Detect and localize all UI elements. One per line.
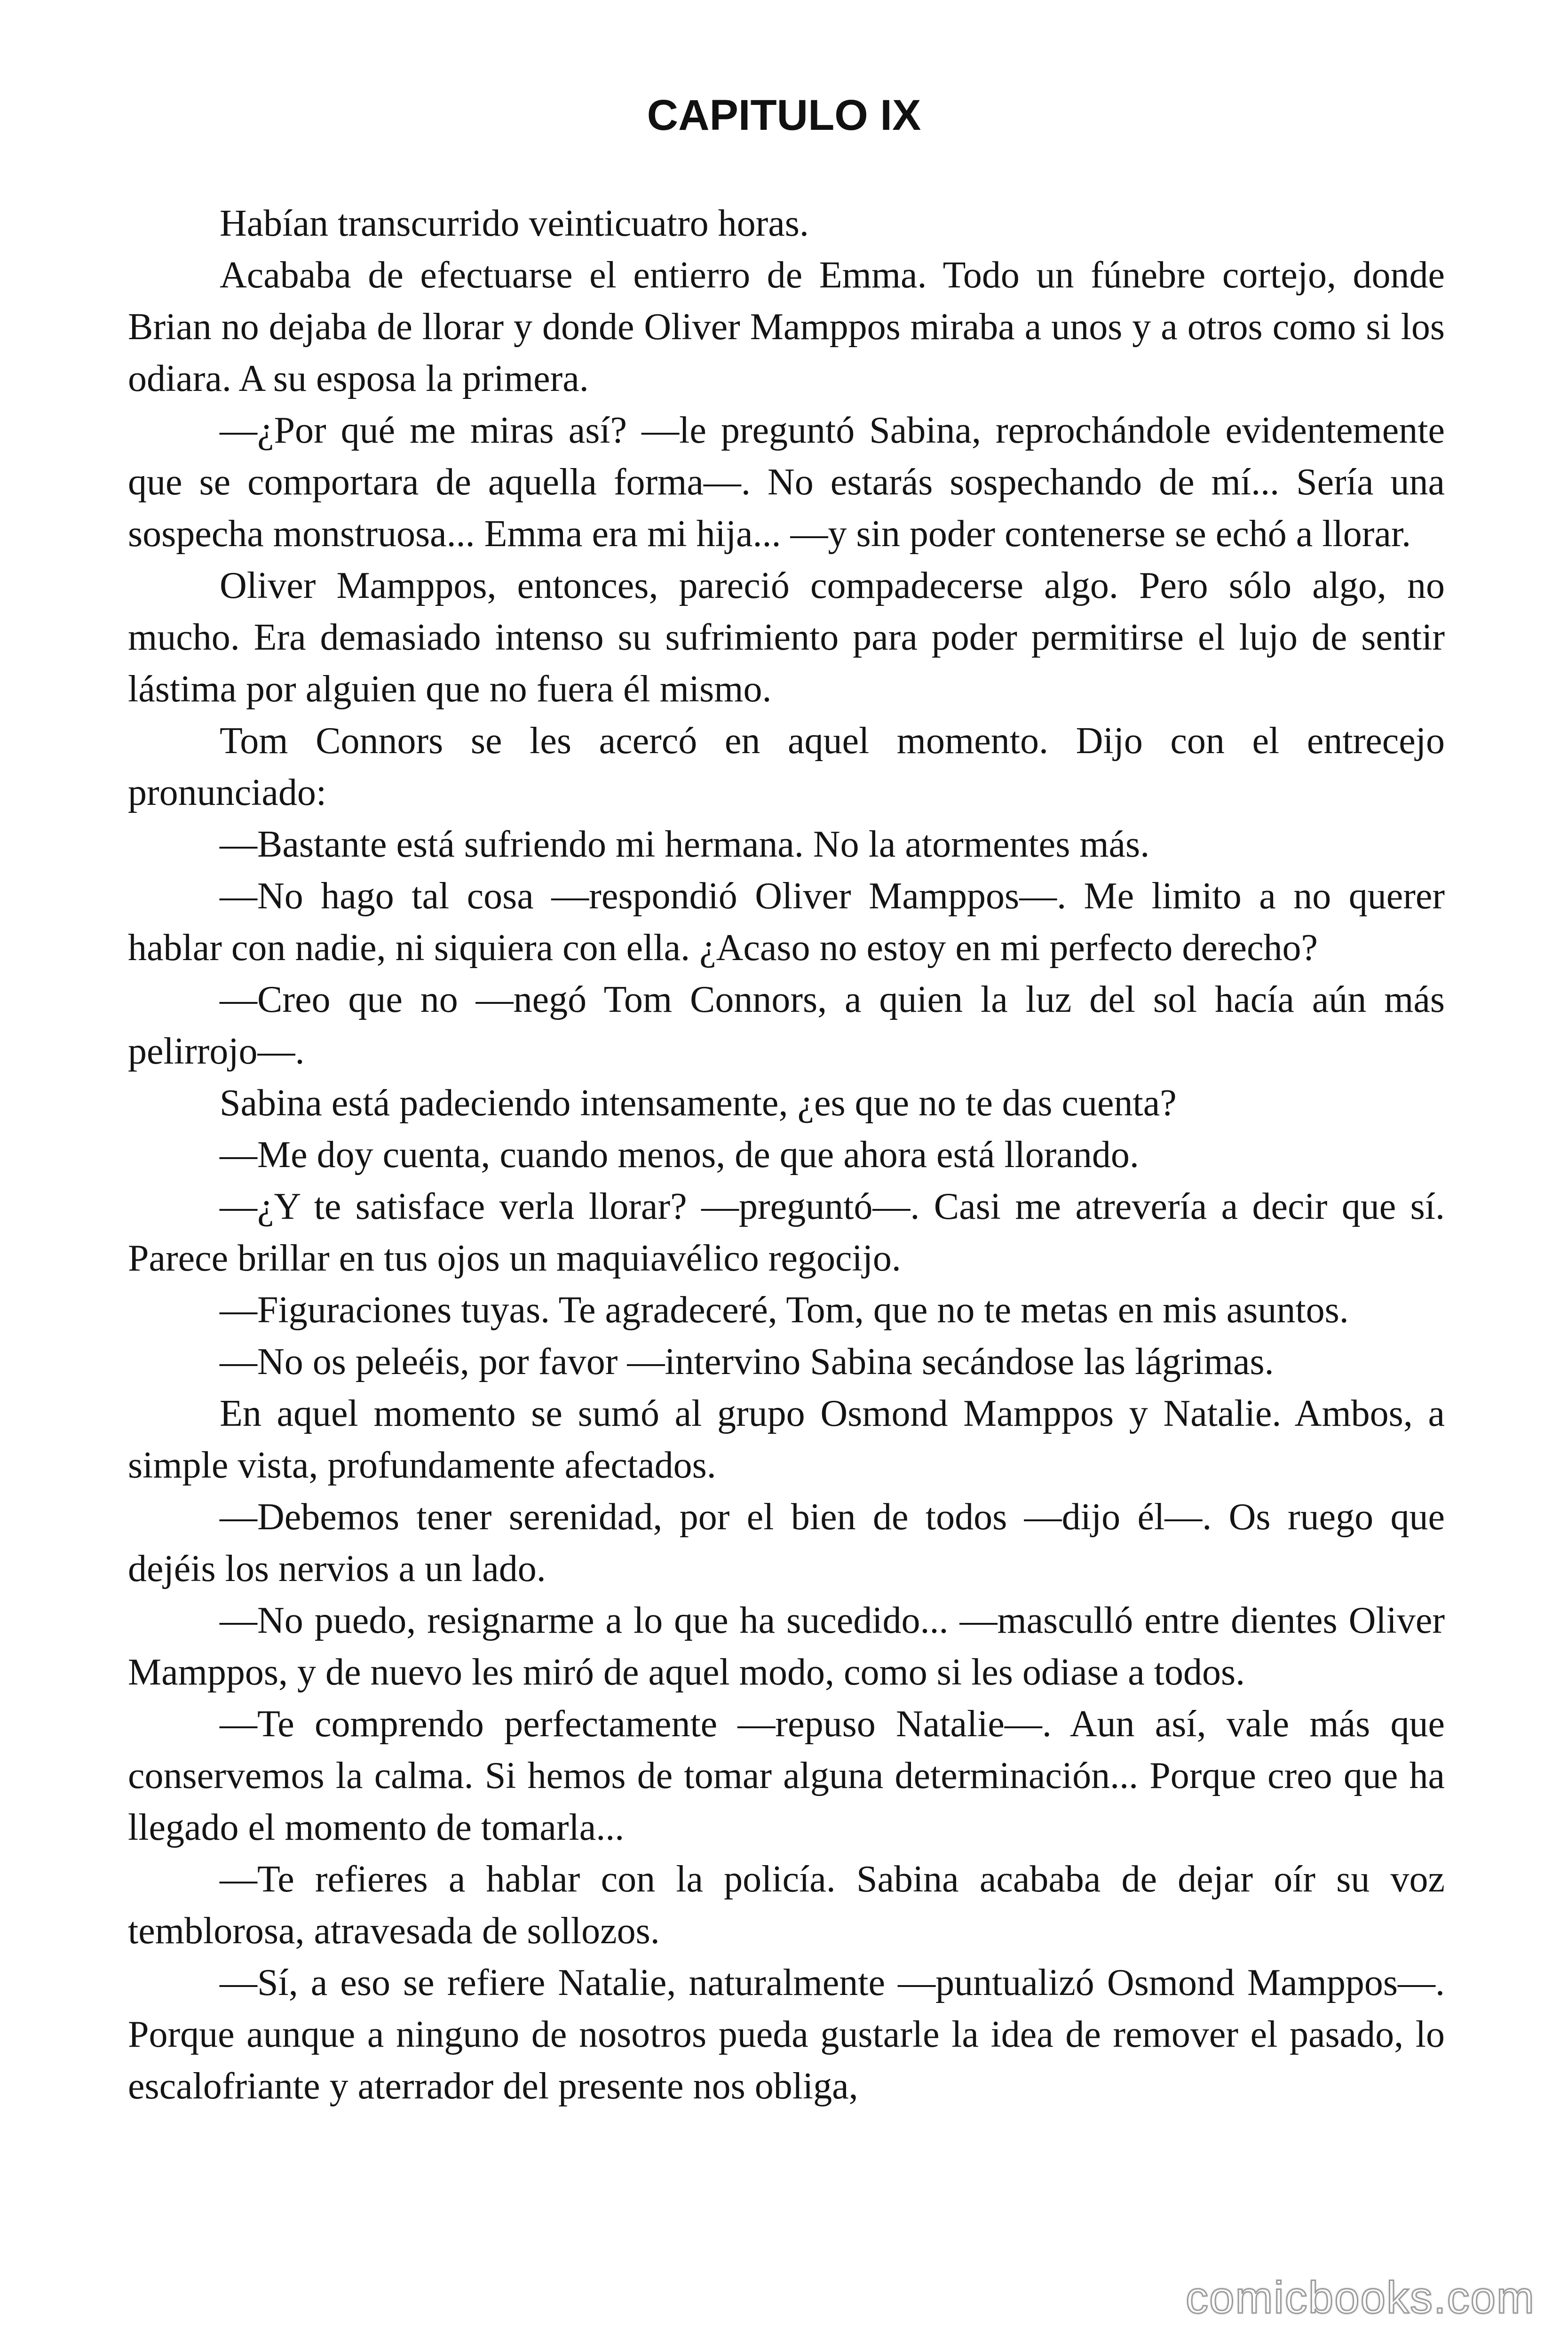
paragraph: —No os peleéis, por favor —intervino Sabina secándose las lágrimas. bbox=[220, 1341, 1274, 1383]
paragraph: Oliver Mamppos, entonces, pareció compadecerse algo. Pero sólo algo, no mucho. Era demasiado intenso su sufrimiento para poder permitirse el lujo de sentir lástima por alguien que no fuera él mismo. bbox=[128, 565, 1445, 710]
paragraph: —Me doy cuenta, cuando menos, de que ahora está llorando. bbox=[220, 1134, 1139, 1176]
paragraph: Acababa de efectuarse el entierro de Emma. Todo un fúnebre cortejo, donde Brian no dejaba de llorar y donde Oliver Mamppos miraba a unos y a otros como si los odiara. A su esposa la primera. bbox=[128, 254, 1445, 399]
paragraph: —Te refieres a hablar con la policía. Sabina acababa de dejar oír su voz temblorosa, atravesada de sollozos. bbox=[128, 1859, 1445, 1952]
paragraph: —Sí, a eso se refiere Natalie, naturalmente —puntualizó Osmond Mamppos—. Porque aunque a ninguno de nosotros pueda gustarle la idea de remover el pasado, lo escalofriante y aterrador del presente nos obliga, bbox=[128, 1962, 1445, 2107]
paragraph: —Creo que no —negó Tom Connors, a quien la luz del sol hacía aún más pelirrojo—. bbox=[128, 979, 1445, 1072]
paragraph: Tom Connors se les acercó en aquel momento. Dijo con el entrecejo pronunciado: bbox=[128, 720, 1445, 813]
paragraph: Habían transcurrido veinticuatro horas. bbox=[220, 203, 809, 244]
paragraph: —No hago tal cosa —respondió Oliver Mamppos—. Me limito a no querer hablar con nadie, ni siquiera con ella. ¿Acaso no estoy en mi perfecto derecho? bbox=[128, 875, 1445, 969]
watermark: comicbooks.com bbox=[1186, 2273, 1535, 2323]
paragraph: En aquel momento se sumó al grupo Osmond Mamppos y Natalie. Ambos, a simple vista, profundamente afectados. bbox=[128, 1393, 1445, 1486]
chapter-title: CAPITULO IX bbox=[647, 91, 921, 139]
paragraph: —¿Y te satisface verla llorar? —preguntó—. Casi me atrevería a decir que sí. Parece brillar en tus ojos un maquiavélico regocijo. bbox=[128, 1186, 1445, 1279]
paragraph: Sabina está padeciendo intensamente, ¿es que no te das cuenta? bbox=[220, 1082, 1177, 1124]
paragraph: —Debemos tener serenidad, por el bien de todos —dijo él—. Os ruego que dejéis los nervios a un lado. bbox=[128, 1496, 1445, 1589]
paragraph: —No puedo, resignarme a lo que ha sucedido... —masculló entre dientes Oliver Mamppos, y de nuevo les miró de aquel modo, como si les odiase a todos. bbox=[128, 1600, 1445, 1693]
paragraph: —Figuraciones tuyas. Te agradeceré, Tom, que no te metas en mis asuntos. bbox=[220, 1289, 1349, 1331]
paragraph: —Te comprendo perfectamente —repuso Natalie—. Aun así, vale más que conservemos la calma. Si hemos de tomar alguna determinación... Porque creo que ha llegado el momento de tomarla... bbox=[128, 1703, 1445, 1848]
paragraph: —¿Por qué me miras así? —le preguntó Sabina, reprochándole evidentemente que se comportara de aquella forma—. No estarás sospechando de mí... Sería una sospecha monstruosa... Emma era mi hija... —y sin poder contenerse se echó a llorar. bbox=[128, 410, 1445, 555]
paragraph: —Bastante está sufriendo mi hermana. No la atormentes más. bbox=[220, 824, 1150, 865]
chapter-body bbox=[128, 198, 1445, 2112]
